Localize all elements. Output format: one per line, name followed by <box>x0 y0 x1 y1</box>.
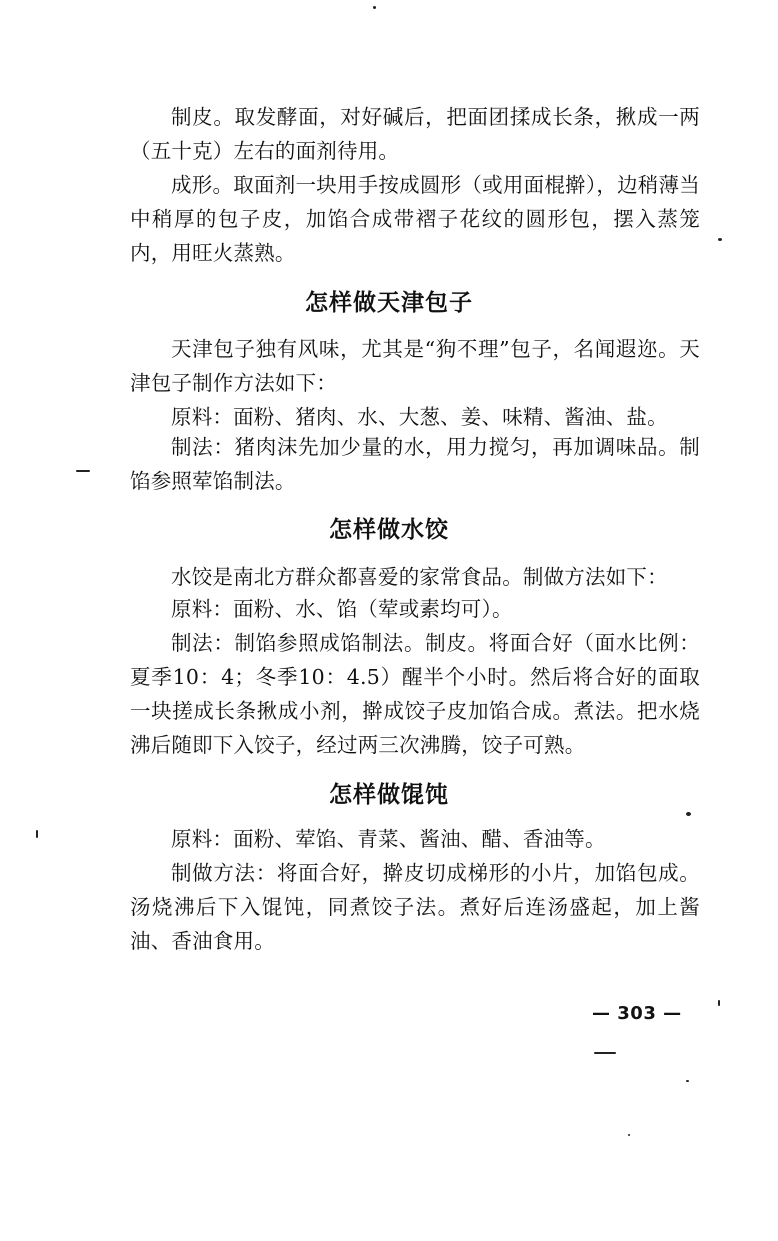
paragraph-shaping: 成形。取面剂一块用手按成圆形（或用面棍擀），边稍薄当中稍厚的包子皮，加馅合成带褶子花纹的圆形包，摆入蒸笼内，用旺火蒸熟。 <box>130 173 700 265</box>
scan-speck <box>718 1000 720 1006</box>
paragraph-make-wrapper: 制皮。取发酵面，对好碱后，把面团揉成长条，揪成一两（五十克）左右的面剂待用。 <box>130 105 700 163</box>
paragraph-shuijiao-method: 制法：制馅参照成馅制法。制皮。将面合好（面水比例：夏季10：4；冬季10：4.5）醒半个小时。然后将合好的面取一块搓成长条揪成小剂，擀成饺子皮加馅合成。煮法。把水烧沸后随即下入饺子，经过两三次沸腾，饺子可熟。 <box>130 631 700 757</box>
paragraph-huntun-method: 制做方法：将面合好，擀皮切成梯形的小片，加馅包成。汤烧沸后下入馄饨，同煮饺子法。煮好后连汤盛起，加上酱油、香油食用。 <box>130 861 700 953</box>
scan-speck <box>594 1052 616 1054</box>
scan-speck <box>628 1134 630 1136</box>
scan-speck <box>686 812 691 816</box>
scan-speck <box>76 470 90 472</box>
heading-shuijiao: 怎样做水饺 <box>329 516 449 543</box>
paragraph-tianjin-intro: 天津包子独有风味，尤其是“狗不理”包子，名闻遐迩。天津包子制作方法如下： <box>130 337 700 395</box>
scan-speck <box>36 830 38 838</box>
paragraph-tianjin-ingredients: 原料：面粉、猪肉、水、大葱、姜、味精、酱油、盐。 <box>171 405 668 429</box>
heading-tianjin-baozi: 怎样做天津包子 <box>305 289 473 316</box>
paragraph-shuijiao-ingredients: 原料：面粉、水、馅（荤或素均可）。 <box>171 597 513 621</box>
paragraph-shuijiao-intro: 水饺是南北方群众都喜爱的家常食品。制做方法如下： <box>171 565 668 589</box>
scan-speck <box>686 1080 689 1082</box>
scan-speck <box>373 6 376 9</box>
paragraph-huntun-ingredients: 原料：面粉、荤馅、青菜、酱油、醋、香油等。 <box>171 827 606 851</box>
heading-huntun: 怎样做馄饨 <box>329 781 449 808</box>
scan-speck <box>718 238 722 241</box>
page-number: — 303 — <box>592 1003 682 1024</box>
paragraph-tianjin-method: 制法：猪肉沫先加少量的水，用力搅匀，再加调味品。制馅参照荤馅制法。 <box>130 435 700 493</box>
